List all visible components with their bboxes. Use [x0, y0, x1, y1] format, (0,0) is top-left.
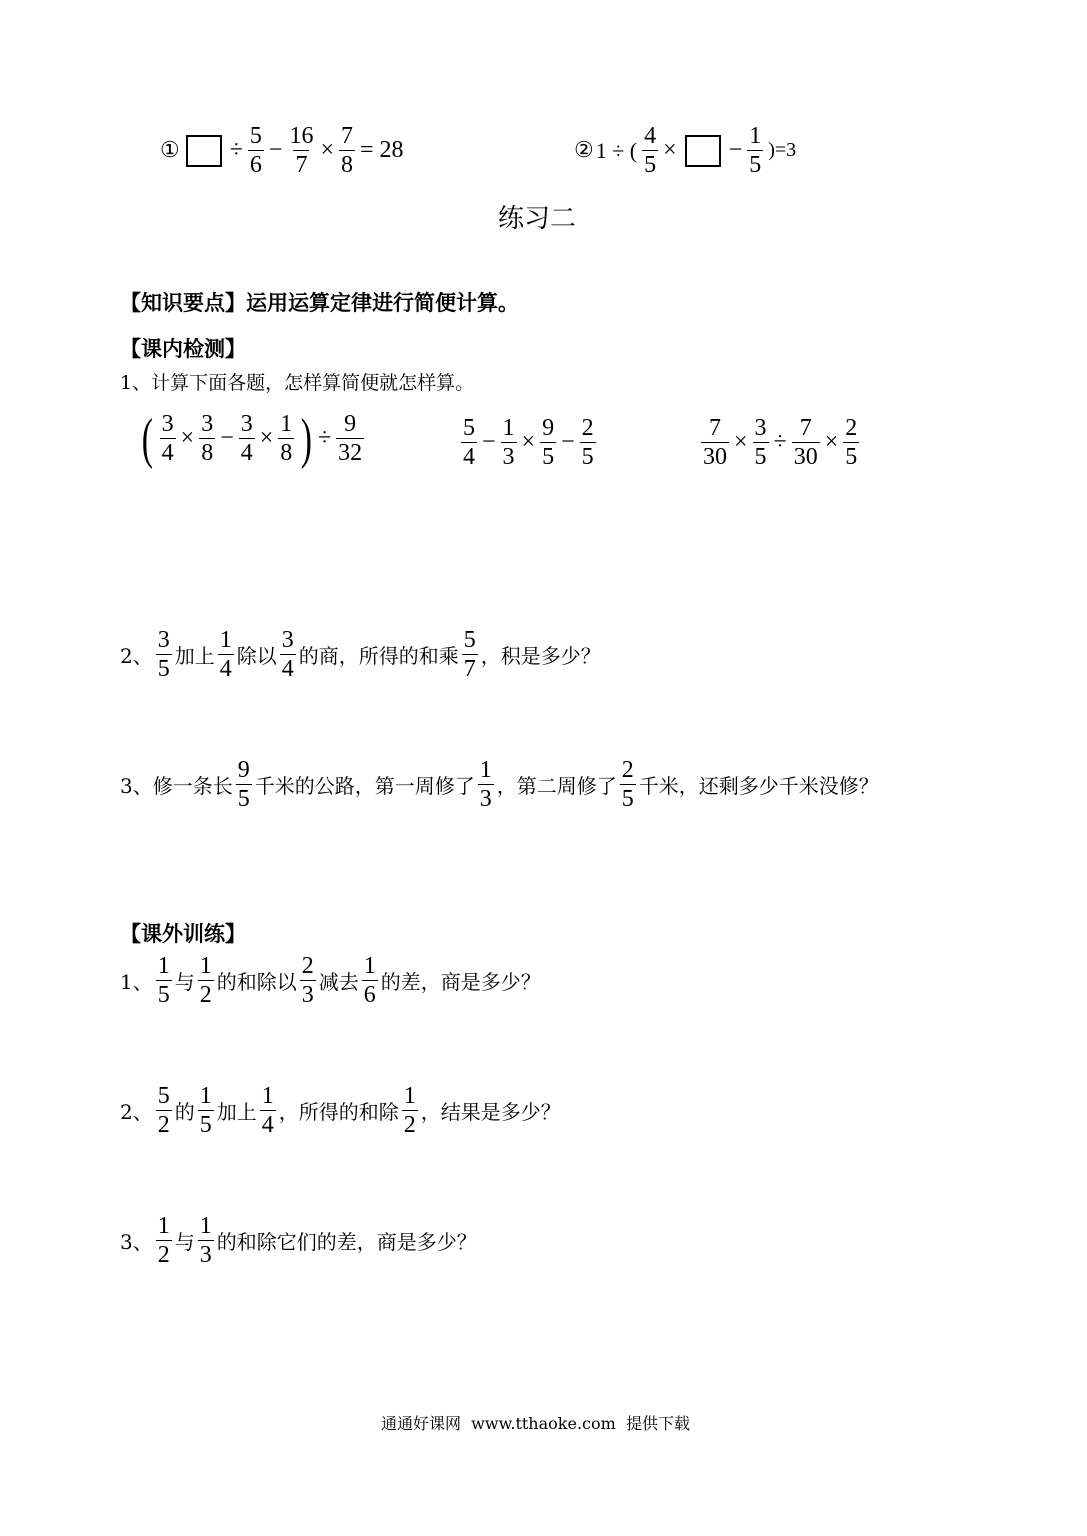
fraction: $\frac{4}{5}$	[644, 123, 657, 178]
question-number: 2、	[120, 1100, 153, 1124]
question-text: 千米，还剩多少千米没修？	[638, 774, 879, 798]
times-sign: ×	[521, 429, 536, 455]
marker-1: ①	[160, 138, 180, 163]
fraction: $\frac{1}{3}$	[199, 1213, 212, 1268]
after-question-3	[120, 1212, 477, 1269]
fraction: $\frac{1}{3}$	[479, 757, 492, 812]
fraction: $\frac{16}{7}$	[289, 123, 314, 178]
expression-3	[698, 414, 862, 471]
question-text: 与	[174, 1230, 195, 1254]
question-text: 加上	[216, 1100, 257, 1124]
fraction: $\frac{9}{32}$	[338, 411, 363, 466]
equation-2	[574, 122, 798, 179]
marker-2: ②	[574, 138, 594, 163]
question-text: 除以	[236, 644, 277, 668]
question-number: 2、	[120, 644, 153, 668]
question-text: 千米的公路，第一周修了	[254, 774, 475, 798]
divide-sign: ÷	[317, 425, 332, 451]
question-number: 3、	[120, 1230, 153, 1254]
fraction: $\frac{2}{5}$	[621, 757, 634, 812]
fraction: $\frac{3}{4}$	[161, 411, 174, 466]
minus-sign: −	[482, 429, 496, 455]
question-number: 1、	[120, 970, 153, 994]
after-question-2	[120, 1082, 561, 1139]
question-number: 3、	[120, 774, 153, 798]
question-2	[120, 626, 601, 683]
question-text: 与	[174, 970, 195, 994]
fraction: $\frac{7}{8}$	[341, 123, 353, 178]
fraction: $\frac{3}{8}$	[201, 411, 214, 466]
times-sign: ×	[180, 425, 195, 451]
fraction: $\frac{1}{8}$	[280, 411, 293, 466]
fraction: $\frac{1}{6}$	[363, 953, 376, 1008]
question-3	[120, 756, 879, 813]
equation-result: = 28	[360, 137, 404, 163]
fraction: $\frac{1}{4}$	[261, 1083, 274, 1138]
fraction: $\frac{3}{5}$	[754, 415, 767, 470]
question-text: 的和除以	[216, 970, 297, 994]
question-text: ，结果是多少？	[420, 1100, 561, 1124]
page-title: 练习二	[498, 204, 577, 234]
answer-box-1[interactable]	[186, 135, 222, 167]
fraction: $\frac{2}{3}$	[301, 953, 314, 1008]
knowledge-point	[120, 287, 519, 317]
fraction: $\frac{1}{3}$	[502, 415, 515, 470]
section-heading-in-class: 【课内检测】	[120, 337, 246, 361]
after-question-1	[120, 952, 541, 1009]
question-text: 的	[174, 1100, 195, 1124]
times-sign: ×	[259, 425, 274, 451]
right-paren: )	[301, 407, 313, 470]
question-text: ，所得的和除	[278, 1100, 399, 1124]
minus-sign: −	[220, 425, 234, 451]
equation-1	[160, 122, 406, 179]
question-text: 修一条长	[152, 774, 233, 798]
fraction: $\frac{2}{5}$	[581, 415, 594, 470]
fraction: $\frac{3}{4}$	[240, 411, 253, 466]
fraction: $\frac{7}{30}$	[703, 415, 727, 470]
fraction: $\frac{9}{5}$	[542, 415, 555, 470]
equation-lead: 1 ÷ (	[595, 137, 638, 163]
fraction: $\frac{5}{4}$	[463, 415, 475, 470]
fraction: $\frac{9}{5}$	[237, 757, 250, 812]
fraction: $\frac{1}{5}$	[749, 123, 762, 178]
section-heading-after-class: 【课外训练】	[120, 922, 246, 946]
page-footer: 通通好课网 www.tthaoke.com 提供下载	[381, 1414, 690, 1433]
question-text: 的商，所得的和乘	[298, 644, 459, 668]
times-sign: ×	[824, 429, 839, 455]
fraction: $\frac{5}{6}$	[249, 123, 262, 178]
question-text: ，第二周修了	[496, 774, 617, 798]
times-sign: ×	[663, 137, 677, 163]
knowledge-tag: 【知识要点】	[120, 291, 246, 315]
question-text: 的差，商是多少？	[380, 970, 541, 994]
question-text: ，积是多少？	[480, 644, 601, 668]
answer-box-2[interactable]	[685, 135, 721, 167]
times-sign: ×	[734, 429, 748, 455]
fraction: $\frac{1}{2}$	[157, 1213, 170, 1268]
fraction: $\frac{3}{5}$	[157, 627, 170, 682]
fraction: $\frac{1}{5}$	[157, 953, 170, 1008]
divide-sign: ÷	[229, 137, 243, 163]
fraction: $\frac{5}{2}$	[157, 1083, 170, 1138]
fraction: $\frac{1}{2}$	[199, 953, 212, 1008]
minus-sign: −	[268, 137, 283, 163]
fraction: $\frac{3}{4}$	[281, 627, 294, 682]
question-text: 1、计算下面各题，怎样算简便就怎样算。	[120, 372, 475, 394]
question-text: 的和除它们的差，商是多少？	[216, 1230, 477, 1254]
question-text: 加上	[174, 644, 215, 668]
fraction: $\frac{1}{4}$	[219, 627, 232, 682]
minus-sign: −	[728, 137, 743, 163]
fraction: $\frac{1}{5}$	[199, 1083, 212, 1138]
question-text: 减去	[318, 970, 359, 994]
fraction: $\frac{1}{2}$	[403, 1083, 416, 1138]
divide-sign: ÷	[773, 429, 787, 455]
fraction: $\frac{5}{7}$	[463, 627, 476, 682]
times-sign: ×	[320, 137, 334, 163]
knowledge-text: 运用运算定律进行简便计算。	[246, 291, 519, 315]
expression-1	[138, 407, 367, 470]
expression-2	[458, 414, 599, 471]
minus-sign: −	[561, 429, 575, 455]
fraction: $\frac{2}{5}$	[845, 415, 858, 470]
fraction: $\frac{7}{30}$	[793, 415, 818, 470]
left-paren: (	[141, 407, 153, 470]
equation-tail: )=3	[768, 139, 797, 161]
